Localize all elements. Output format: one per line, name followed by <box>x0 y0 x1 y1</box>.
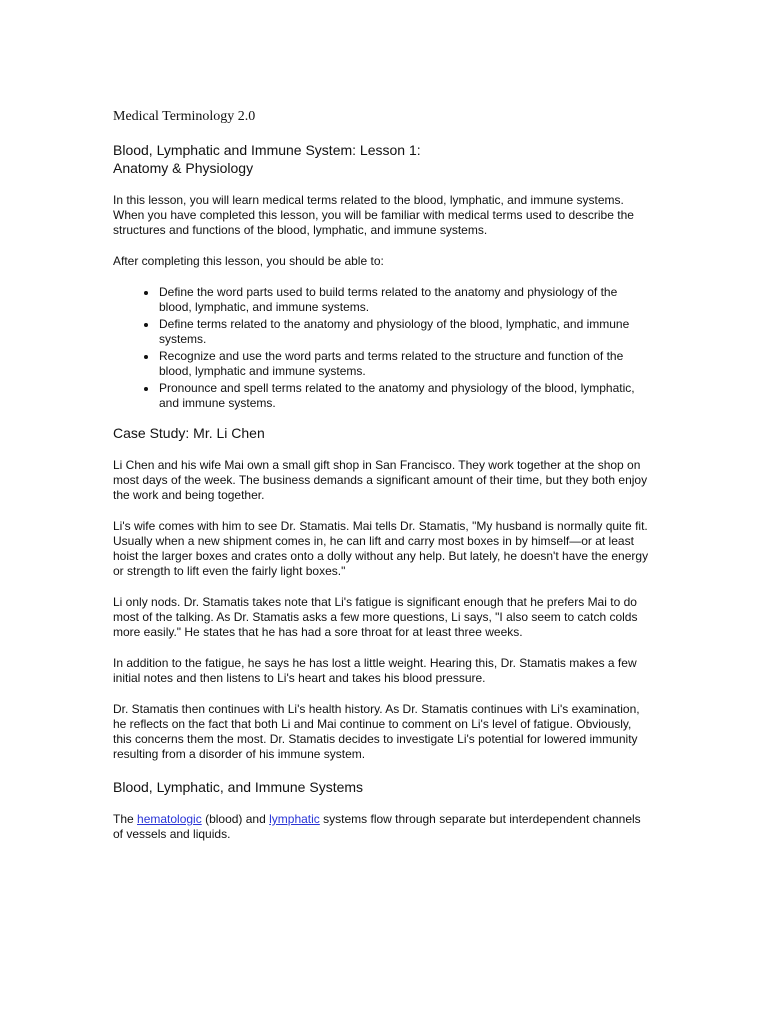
hematologic-link[interactable]: hematologic <box>137 812 202 826</box>
lymphatic-link[interactable]: lymphatic <box>269 812 320 826</box>
objectives-list <box>113 285 653 411</box>
systems-text-after: systems flow through separate but interdependent channels of vessels and liquids. <box>113 812 641 841</box>
systems-paragraph <box>113 812 653 842</box>
lesson-title <box>113 141 653 177</box>
case-study-paragraph: Dr. Stamatis then continues with Li's health history. As Dr. Stamatis continues with Li's examination, he reflects on the fact that both Li and Mai continue to comment on Li's level of fatigue. Obviously, this concerns them the most. Dr. Stamatis decides to investigate Li's potential for lowered immunity resulting from a disorder of his immune system. <box>113 702 640 761</box>
document-page <box>113 108 653 858</box>
systems-text-middle: (blood) and <box>201 812 270 826</box>
case-study-paragraph: In addition to the fatigue, he says he has lost a little weight. Hearing this, Dr. Stamatis makes a few initial notes and then listens to Li's heart and takes his blood pressure. <box>113 656 637 685</box>
objective-item: • Define terms related to the anatomy and physiology of the blood, lymphatic, and immune systems. <box>158 317 653 347</box>
objectives-lead: After completing this lesson, you should be able to: <box>113 254 384 268</box>
systems-heading: Blood, Lymphatic, and Immune Systems <box>113 779 364 795</box>
case-study-paragraph: Li only nods. Dr. Stamatis takes note that Li's fatigue is significant enough that he prefers Mai to do most of the talking. As Dr. Stamatis asks a few more questions, Li says, "I also seem to catch colds more easily." He states that he has had a sore throat for at least three weeks. <box>113 595 638 639</box>
case-study-heading: Case Study: Mr. Li Chen <box>113 425 265 441</box>
intro-paragraph: In this lesson, you will learn medical terms related to the blood, lymphatic, and immune systems. When you have completed this lesson, you will be familiar with medical terms used to describe the structures and functions of the blood, lymphatic, and immune systems. <box>113 193 634 237</box>
objective-item: • Recognize and use the word parts and terms related to the structure and function of the blood, lymphatic and immune systems. <box>158 349 653 379</box>
objective-item: • Define the word parts used to build terms related to the anatomy and physiology of the blood, lymphatic, and immune systems. <box>158 285 653 315</box>
case-study-paragraph: Li Chen and his wife Mai own a small gift shop in San Francisco. They work together at the shop on most days of the week. The business demands a significant amount of their time, but they both enjoy the work and being together. <box>113 458 648 502</box>
objective-item: • Pronounce and spell terms related to the anatomy and physiology of the blood, lymphatic, and immune systems. <box>158 381 653 411</box>
course-title: Medical Terminology 2.0 <box>113 109 256 124</box>
case-study-paragraph: Li's wife comes with him to see Dr. Stamatis. Mai tells Dr. Stamatis, "My husband is normally quite fit. Usually when a new shipment comes in, he can lift and carry most boxes in by himself—or at least hoist the larger boxes and crates onto a dolly without any help. But lately, he doesn't have the energy or strength to lift even the fairly light boxes." <box>113 519 649 578</box>
lesson-title-line1: Blood, Lymphatic and Immune System: Lesson 1: <box>113 142 421 158</box>
lesson-title-line2: Anatomy & Physiology <box>113 160 254 176</box>
systems-text-before: The <box>113 812 138 826</box>
